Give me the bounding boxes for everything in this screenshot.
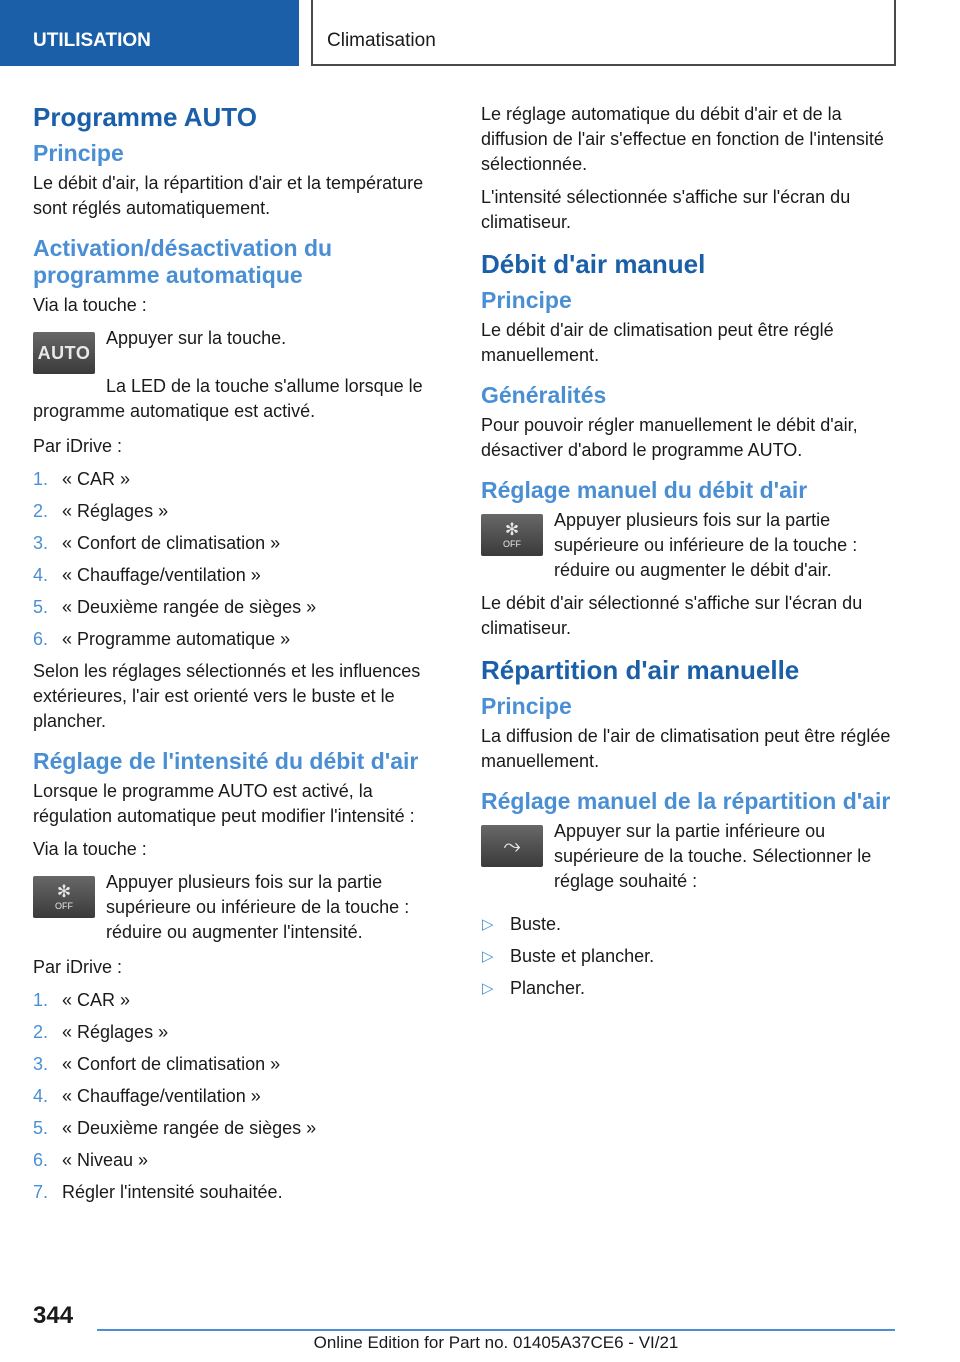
auto-button-icon: AUTO [33, 332, 95, 374]
footer-divider [97, 1329, 895, 1331]
list-item: 5. « Deuxième rangée de sièges » [33, 1118, 317, 1138]
triangle-bullet-icon: ▷ [482, 980, 494, 997]
air-button-instruction [481, 819, 895, 894]
press-air-text: Appuyer sur la partie inférieure ou supérieure de la touche. Sélectionner le réglage souhaité : [554, 821, 872, 891]
fan-button-instruction [33, 870, 447, 945]
triangle-bullet-icon: ▷ [482, 916, 494, 933]
intensite-affiche-text: L'intensité sélectionnée s'affiche sur l'écran du climatiseur. [481, 187, 851, 232]
principe-text-right: Le débit d'air de climatisation peut être réglé manuellement. [481, 320, 834, 365]
air-distribution-button-icon [481, 825, 543, 867]
fan-icon: ✻ [504, 520, 520, 539]
generalites-heading: Généralités [481, 382, 607, 408]
idrive-text: Par iDrive : [33, 436, 123, 456]
debit-manuel-title: Débit d'air manuel [481, 249, 706, 279]
idrive-text-2: Par iDrive : [33, 957, 123, 977]
list-item: ▷ Buste. [481, 912, 895, 937]
off-label: OFF [55, 901, 73, 911]
programme-auto-title: Programme AUTO [33, 102, 257, 132]
principe2-text: La diffusion de l'air de climatisation peut être réglée manuellement. [481, 726, 891, 771]
list-item: 7. Régler l'intensité souhaitée. [33, 1182, 283, 1202]
activation-heading: Activation/désactivation du programme automatique [33, 235, 333, 288]
seat-airflow-icon: ⤳ [503, 833, 521, 858]
fan-button-instruction-right [481, 508, 895, 583]
press-fan-text: Appuyer plusieurs fois sur la partie supérieure ou inférieure de la touche : réduire ou augmenter l'intensité. [106, 872, 410, 942]
debit-affiche-text: Le débit d'air sélectionné s'affiche sur l'écran du climatiseur. [481, 593, 863, 638]
press-fan-text-right: Appuyer plusieurs fois sur la partie supérieure ou inférieure de la touche : réduire ou augmenter le débit d'air. [554, 510, 858, 580]
intensite-text: Lorsque le programme AUTO est activé, la régulation automatique peut modifier l'intensité : [33, 781, 415, 826]
repartition-options [481, 912, 895, 1001]
list-item: ▷ Buste et plancher. [481, 944, 895, 969]
idrive-steps-2 [33, 988, 447, 1205]
via-touche-text: Via la touche : [33, 295, 147, 315]
selon-text: Selon les réglages sélectionnés et les influences extérieures, l'air est orienté vers le buste et le plancher. [33, 661, 421, 731]
via-touche-text-2: Via la touche : [33, 839, 147, 859]
reglage-debit-heading: Réglage manuel du débit d'air [481, 477, 808, 503]
list-item: 2. « Réglages » [33, 501, 169, 521]
list-item: 1. « CAR » [33, 469, 131, 489]
footer-edition: Online Edition for Part no. 01405A37CE6 - VI/21 [313, 1333, 679, 1352]
principe-heading: Principe [33, 140, 124, 166]
generalites-text: Pour pouvoir régler manuellement le débit d'air, désactiver d'abord le programme AUTO. [481, 415, 858, 460]
list-item: 4. « Chauffage/ventilation » [33, 565, 261, 585]
idrive-steps [33, 467, 447, 652]
page-number: 344 [33, 1302, 74, 1329]
triangle-bullet-icon: ▷ [482, 948, 494, 965]
fan-icon: ✻ [56, 882, 72, 901]
principe-heading-right: Principe [481, 287, 572, 313]
section-tab: UTILISATION [0, 0, 299, 66]
auto-button-instruction [33, 326, 447, 376]
list-item: 4. « Chauffage/ventilation » [33, 1086, 261, 1106]
off-label: OFF [503, 539, 521, 549]
list-item: ▷ Plancher. [481, 976, 895, 1001]
list-item: 2. « Réglages » [33, 1022, 169, 1042]
repartition-title: Répartition d'air manuelle [481, 655, 800, 685]
list-item: 1. « CAR » [33, 990, 131, 1010]
fan-button-icon-right [481, 514, 543, 556]
led-text: La LED de la touche s'allume lorsque le programme automatique est activé. [33, 376, 423, 421]
intensite-heading: Réglage de l'intensité du débit d'air [33, 748, 419, 774]
auto-debit-text: Le réglage automatique du débit d'air et de la diffusion de l'air s'effectue en fonction de l'intensité sélectionnée. [481, 104, 884, 174]
list-item: 6. « Programme automatique » [33, 629, 291, 649]
list-item: 3. « Confort de climatisation » [33, 1054, 281, 1074]
principe-text: Le débit d'air, la répartition d'air et la température sont réglés automatiquement. [33, 173, 424, 218]
list-item: 6. « Niveau » [33, 1150, 149, 1170]
left-column [33, 100, 447, 1212]
list-item: 5. « Deuxième rangée de sièges » [33, 597, 317, 617]
list-item: 3. « Confort de climatisation » [33, 533, 281, 553]
chapter-title: Climatisation [311, 0, 896, 66]
reglage-repartition-heading: Réglage manuel de la répartition d'air [481, 788, 891, 814]
right-column [481, 102, 895, 1008]
principe2-heading: Principe [481, 693, 572, 719]
press-text: Appuyer sur la touche. [106, 328, 287, 348]
fan-button-icon [33, 876, 95, 918]
